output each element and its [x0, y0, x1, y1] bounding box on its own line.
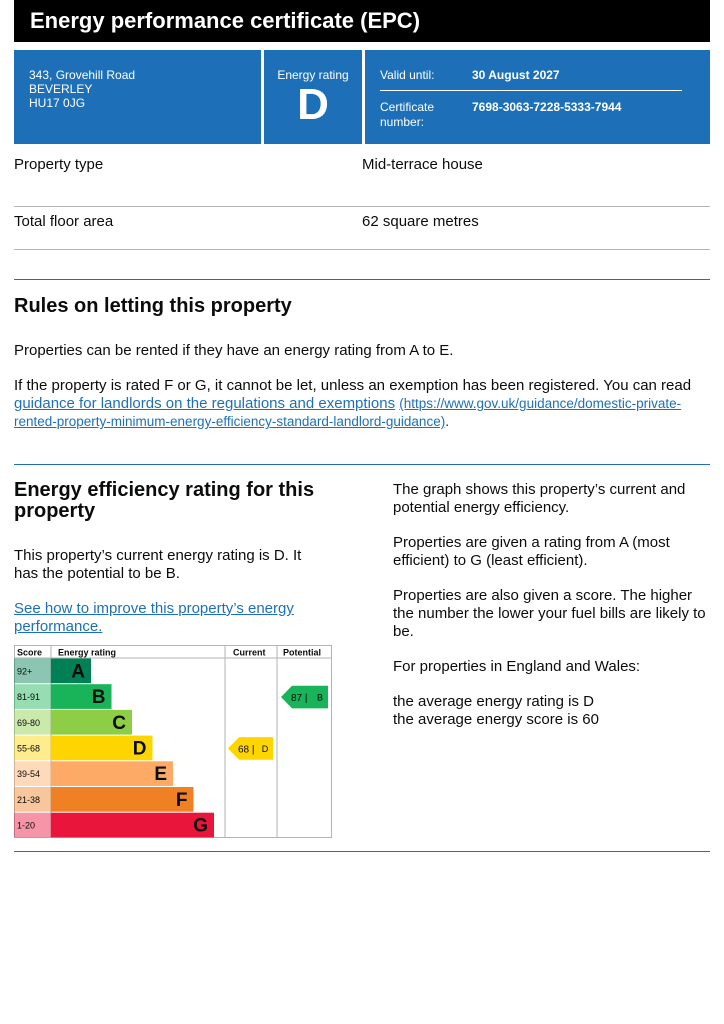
score-label-c: 69-80 — [17, 717, 41, 728]
rating-letter-c: C — [112, 712, 126, 734]
potential-score: 87 | — [291, 693, 308, 705]
section-divider — [14, 279, 710, 280]
rating-letter-f: F — [175, 789, 188, 811]
certificate-number-value: 7698-3063-7228-5333-7944 — [472, 100, 622, 114]
address-postcode: HU17 0JG — [29, 96, 86, 110]
improve-property-link[interactable]: See how to improve this property’s energy performance. — [14, 600, 294, 635]
score-label-g: 1-20 — [17, 820, 36, 831]
score-label-a: 92+ — [17, 666, 33, 677]
header-divider — [380, 90, 682, 91]
improve-link-wrap — [14, 600, 344, 636]
explanation-p2: Properties are given a rating from A (most efficient) to G (least efficient). — [393, 534, 670, 569]
score-header: Score — [17, 647, 43, 658]
valid-until-value: 30 August 2027 — [472, 68, 560, 82]
landlord-guidance-link[interactable]: guidance for landlords on the regulations and exemptions — [14, 395, 396, 412]
potential-letter: B — [316, 692, 324, 703]
valid-until-label: Valid until: — [380, 68, 435, 82]
section-divider — [14, 851, 710, 852]
certificate-number-label: Certificate number: — [380, 100, 435, 129]
energy-rating-chart — [14, 645, 332, 838]
rating-header: Energy rating — [58, 647, 117, 658]
page-title: Energy performance certificate (EPC) — [30, 8, 421, 33]
landlord-guidance-url-1[interactable]: (https://www.gov.uk/guidance/domestic-private- — [399, 396, 682, 411]
rating-bar-g — [51, 813, 214, 838]
rating-letter-d: D — [132, 738, 147, 760]
rating-letter-e: E — [154, 764, 167, 786]
rating-letter-a: A — [71, 661, 85, 683]
landlord-guidance-url-2[interactable]: rented-property-minimum-energy-efficiency-standard-landlord-guidance) — [14, 414, 446, 429]
letting-paragraph-2: If the property is rated F or G, it cannot be let, unless an exemption has been registered. You can read guidance for landlords on the regulations and exemptions (https://www.gov.uk/guidance/domestic-private- rented-property-minimum-energy-efficiency-standard-landlord-guidance). — [14, 377, 692, 429]
explanation-p5: the average energy rating is D the average energy score is 60 — [393, 693, 599, 728]
current-letter: D — [261, 743, 269, 754]
current-header: Current — [233, 647, 266, 658]
rating-letter-g: G — [193, 815, 208, 837]
score-label-d: 55-68 — [17, 743, 41, 754]
efficiency-heading: Energy efficiency rating for this property — [14, 479, 315, 522]
property-type-value: Mid-terrace house — [362, 156, 483, 173]
rating-bar-f — [51, 787, 194, 812]
rating-letter-b: B — [91, 687, 106, 709]
score-label-b: 81-91 — [17, 692, 41, 703]
section-divider — [14, 464, 710, 465]
efficiency-explanation — [393, 481, 710, 729]
current-score: 68 | — [238, 744, 255, 756]
certificate-block — [365, 50, 710, 144]
energy-rating-letter: D — [297, 80, 329, 129]
address-block — [14, 50, 261, 144]
floor-area-row — [14, 193, 710, 250]
explanation-p1: The graph shows this property’s current and potential energy efficiency. — [393, 481, 686, 516]
energy-rating-block — [264, 50, 362, 144]
summary-header — [14, 50, 710, 144]
floor-area-label: Total floor area — [14, 213, 114, 230]
floor-area-value: 62 square metres — [362, 213, 479, 230]
energy-rating-label: Energy rating — [277, 68, 349, 82]
explanation-p4: For properties in England and Wales: — [393, 658, 641, 675]
title-bar — [14, 0, 710, 42]
letting-heading: Rules on letting this property — [14, 295, 292, 317]
property-type-label: Property type — [14, 156, 104, 173]
explanation-p3: Properties are also given a score. The higher the number the lower your fuel bills are likely to be. — [393, 587, 706, 640]
address-line1: 343, Grovehill Road — [29, 68, 136, 82]
potential-header: Potential — [283, 647, 322, 658]
score-label-e: 39-54 — [17, 769, 41, 780]
current-rating-text: This property’s current energy rating is D. It has the potential to be B. — [14, 547, 302, 582]
address-line2: BEVERLEY — [29, 82, 93, 96]
score-label-f: 21-38 — [17, 794, 41, 805]
letting-paragraph-1: Properties can be rented if they have an energy rating from A to E. — [14, 342, 454, 359]
